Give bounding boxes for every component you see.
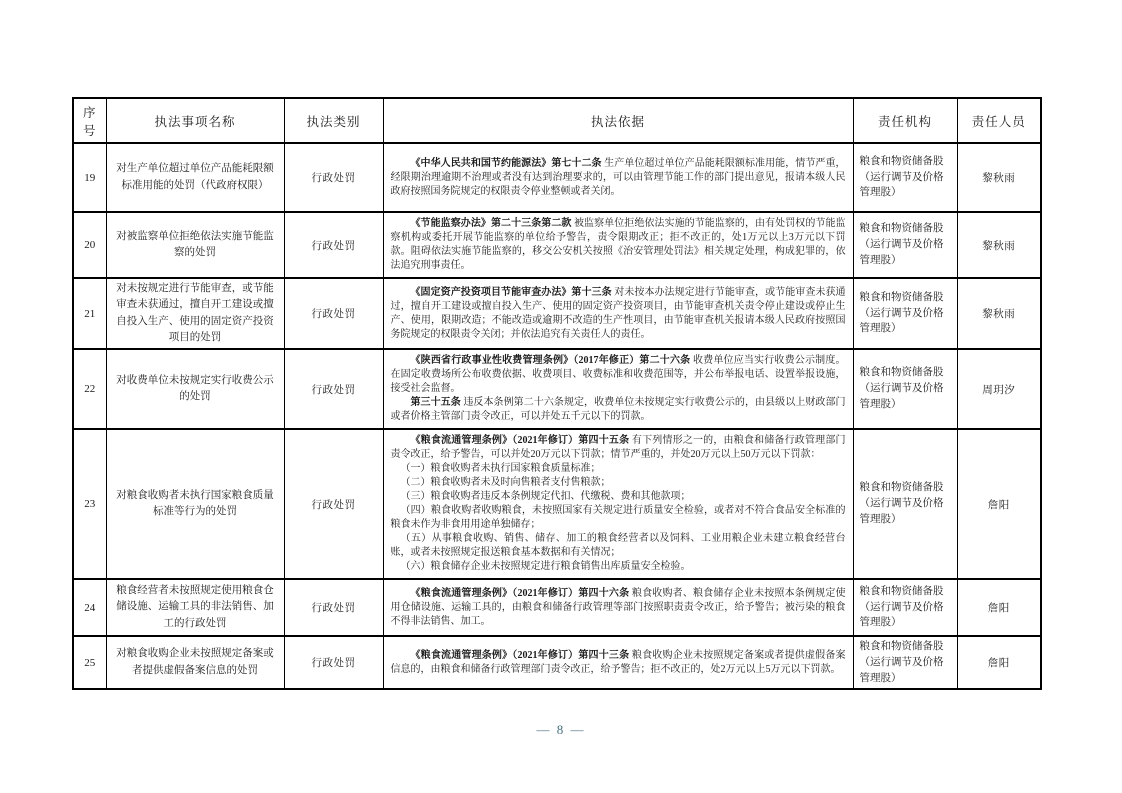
cell-category: 行政处罚 (284, 636, 383, 689)
cell-item-name: 对生产单位超过单位产品能耗限额标准用能的处罚（代政府权限） (106, 143, 284, 212)
cell-category: 行政处罚 (284, 143, 383, 212)
cell-person: 詹阳 (957, 636, 1041, 689)
cell-index: 22 (73, 349, 106, 429)
cell-basis: 《中华人民共和国节约能源法》第七十二条 生产单位超过单位产品能耗限额标准用能，情节严重，经限期治理逾期不治理或者没有达到治理要求的，可以由管理节能工作的部门提出意见，报请本级人民政府按照国务院规定的权限责令停业整顿或者关闭。 (383, 143, 853, 212)
cell-category: 行政处罚 (284, 429, 383, 579)
table-row-22 (73, 349, 1041, 429)
cell-index: 19 (73, 143, 106, 212)
table-row-21 (73, 278, 1041, 349)
cell-item-name: 对粮食收购企业未按照规定备案或者提供虚假备案信息的处罚 (106, 636, 284, 689)
cell-category: 行政处罚 (284, 349, 383, 429)
cell-person: 黎秋雨 (957, 143, 1041, 212)
header-category: 执法类别 (284, 98, 383, 143)
cell-basis: 《陕西省行政事业性收费管理条例》（2017年修正）第二十六条 收费单位应当实行收费公示制度。在固定收费场所公布收费依据、收费项目、收费标准和收费范围等，并公布举报电话、设置举报设施，接受社会监督。 第三十五条 违反本条例第二十六条规定，收费单位未按规定实行收费公示的，由县级以上财政部门或者价格主管部门责令改正，可以并处五千元以下的罚款。 (383, 349, 853, 429)
cell-item-name: 对被监察单位拒绝依法实施节能监察的处罚 (106, 212, 284, 278)
cell-agency: 粮食和物资储备股（运行调节及价格管理股） (853, 212, 957, 278)
cell-person: 黎秋雨 (957, 212, 1041, 278)
enforcement-items-table (72, 97, 1042, 690)
table-header-row (73, 98, 1041, 143)
header-item-name: 执法事项名称 (106, 98, 284, 143)
cell-person: 黎秋雨 (957, 278, 1041, 349)
header-agency: 责任机构 (853, 98, 957, 143)
cell-basis: 《粮食流通管理条例》（2021年修订）第四十五条 有下列情形之一的，由粮食和储备行政管理部门责令改正，给予警告，可以并处20万元以下罚款；情节严重的，并处20万元以上50万元以下罚款： （一）粮食收购者未执行国家粮食质量标准； （二）粮食收购者未及时向售粮者支付售粮款； （三）粮食收购者违反本条例规定代扣、代缴税、费和其他款项； （四）粮食收购者收购粮食，未按照国家有关规定进行质量安全检验，或者对不符合食品安全标准的粮食未作为非食用用途单独储存； （五）从事粮食收购、销售、储存、加工的粮食经营者以及饲料、工业用粮企业未建立粮食经营台账，或者未按照规定报送粮食基本数据和有关情况； （六）粮食储存企业未按照规定进行粮食销售出库质量安全检验。 (383, 429, 853, 579)
cell-index: 21 (73, 278, 106, 349)
cell-basis: 《粮食流通管理条例》（2021年修订）第四十三条 粮食收购企业未按照规定备案或者提供虚假备案信息的，由粮食和储备行政管理部门责令改正，给予警告；拒不改正的，处2万元以上5万元以下罚款。 (383, 636, 853, 689)
header-index: 序号 (73, 98, 106, 143)
cell-index: 20 (73, 212, 106, 278)
cell-person: 詹阳 (957, 579, 1041, 636)
cell-agency: 粮食和物资储备股（运行调节及价格管理股） (853, 636, 957, 689)
cell-basis: 《固定资产投资项目节能审查办法》第十三条 对未按本办法规定进行节能审查，或节能审查未获通过，擅自开工建设或擅自投入生产、使用的固定资产投资项目，由节能审查机关责令停止建设或停止生产、使用，限期改造；不能改造或逾期不改造的生产性项目，由节能审查机关报请本级人民政府按照国务院规定的权限责令关闭；并依法追究有关责任人的责任。 (383, 278, 853, 349)
table-row-25 (73, 636, 1041, 689)
cell-basis: 《粮食流通管理条例》（2021年修订）第四十六条 粮食收购者、粮食储存企业未按照本条例规定使用仓储设施、运输工具的，由粮食和储备行政管理等部门按照职责责令改正，给予警告；被污染的粮食不得非法销售、加工。 (383, 579, 853, 636)
cell-agency: 粮食和物资储备股（运行调节及价格管理股） (853, 579, 957, 636)
cell-agency: 粮食和物资储备股（运行调节及价格管理股） (853, 278, 957, 349)
cell-index: 23 (73, 429, 106, 579)
cell-person: 周玥汐 (957, 349, 1041, 429)
cell-basis: 《节能监察办法》第二十三条第二款 被监察单位拒绝依法实施的节能监察的，由有处罚权的节能监察机构或委托开展节能监察的单位给予警告，责令限期改正；拒不改正的，处1万元以上3万元以下罚款。阻碍依法实施节能监察的，移交公安机关按照《治安管理处罚法》相关规定处理，构成犯罪的，依法追究刑事责任。 (383, 212, 853, 278)
cell-item-name: 粮食经营者未按照规定使用粮食仓储设施、运输工具的非法销售、加工的行政处罚 (106, 579, 284, 636)
cell-category: 行政处罚 (284, 212, 383, 278)
table-row-20 (73, 212, 1041, 278)
page-number: — 8 — (536, 722, 586, 737)
cell-agency: 粮食和物资储备股（运行调节及价格管理股） (853, 349, 957, 429)
cell-person: 詹阳 (957, 429, 1041, 579)
cell-category: 行政处罚 (284, 579, 383, 636)
cell-item-name: 对收费单位未按规定实行收费公示的处罚 (106, 349, 284, 429)
cell-agency: 粮食和物资储备股（运行调节及价格管理股） (853, 429, 957, 579)
cell-category: 行政处罚 (284, 278, 383, 349)
table-row-23 (73, 429, 1041, 579)
table-row-19 (73, 143, 1041, 212)
header-basis: 执法依据 (383, 98, 853, 143)
cell-item-name: 对粮食收购者未执行国家粮食质量标准等行为的处罚 (106, 429, 284, 579)
cell-agency: 粮食和物资储备股（运行调节及价格管理股） (853, 143, 957, 212)
cell-item-name: 对未按规定进行节能审查，或节能审查未获通过，擅自开工建设或擅自投入生产、使用的固定资产投资项目的处罚 (106, 278, 284, 349)
cell-index: 24 (73, 579, 106, 636)
table-row-24 (73, 579, 1041, 636)
cell-index: 25 (73, 636, 106, 689)
header-person: 责任人员 (957, 98, 1041, 143)
